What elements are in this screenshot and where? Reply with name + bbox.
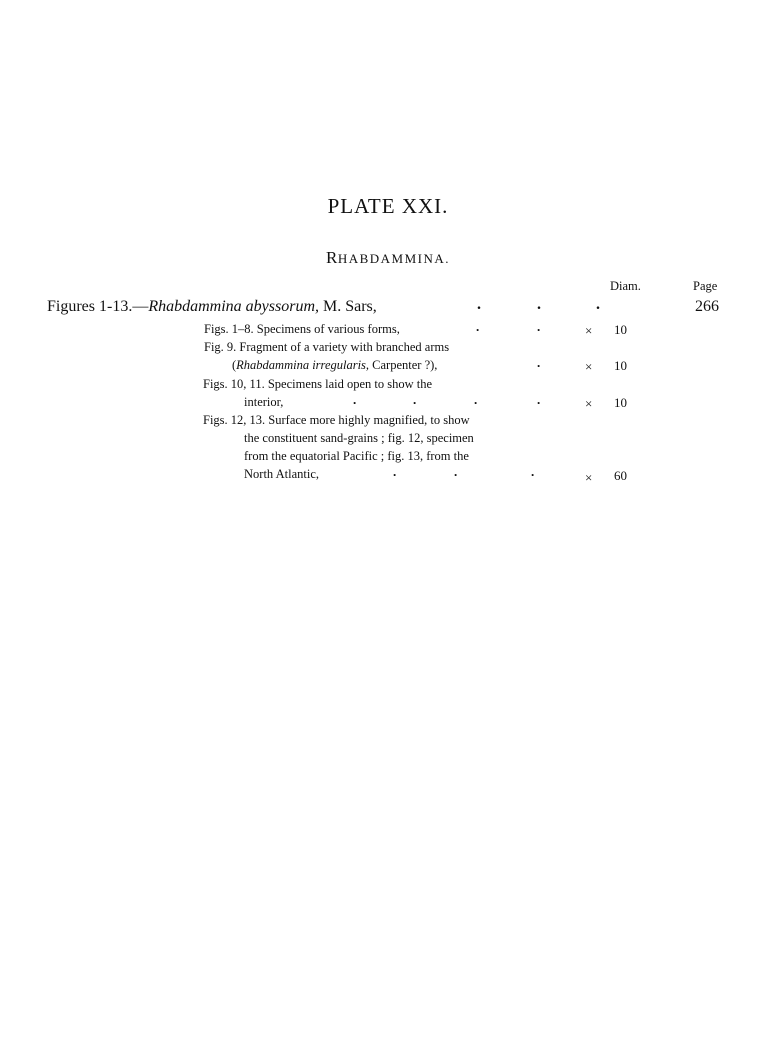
leader-dot: . [353, 392, 357, 407]
main-entry-prefix: Figures 1-13.— [47, 298, 149, 315]
times-sign: × [585, 470, 593, 485]
entry-figs-10-11-line1: Figs. 10, 11. Specimens laid open to show the [203, 377, 433, 391]
leader-dot: . [531, 464, 535, 479]
entry-fig-9-line1: Fig. 9. Fragment of a variety with branched arms [204, 340, 450, 354]
section-title [0, 248, 776, 268]
leader-dot: . [474, 392, 478, 407]
diam-column-header: Diam. [610, 279, 641, 293]
main-entry-author: M. Sars, [319, 298, 377, 315]
entry-figs-1-8-text: Figs. 1–8. Specimens of various forms, [204, 322, 400, 336]
entry-figs-12-13-line3: from the equatorial Pacific ; fig. 13, from the [244, 449, 469, 463]
times-sign: × [585, 396, 593, 411]
entry-figs-10-11-line2: interior, [244, 395, 284, 409]
section-title-initial: R [325, 248, 338, 267]
entry-figs-12-13-line1: Figs. 12, 13. Surface more highly magnified, to show [203, 413, 470, 427]
magnification-value: 10 [614, 395, 627, 410]
leader-dot: . [537, 355, 541, 370]
leader-dot: . [537, 392, 541, 407]
leader-dot: . [537, 319, 541, 334]
times-sign: × [585, 359, 593, 374]
magnification-value: 10 [614, 322, 627, 337]
times-sign: × [585, 323, 593, 338]
main-entry-species: Rhabdammina abyssorum, [148, 298, 319, 315]
magnification-value: 10 [614, 358, 627, 373]
leader-dot: . [537, 296, 541, 313]
leader-dot: . [413, 392, 417, 407]
main-entry-page: 266 [695, 298, 719, 315]
section-title-rest: HABDAMMINA. [337, 251, 451, 266]
entry-figs-12-13-line4: North Atlantic, [244, 467, 319, 481]
main-entry-label [47, 298, 377, 316]
leader-dot: . [454, 464, 458, 479]
entry-figs-12-13-line2: the constituent sand-grains ; fig. 12, specimen [244, 431, 474, 445]
plate-title: PLATE XXI. [327, 194, 449, 218]
leader-dot: . [477, 296, 481, 313]
leader-dot: . [596, 296, 600, 313]
leader-dot: . [393, 464, 397, 479]
leader-dot: . [476, 319, 480, 334]
entry-fig-9-line2: (Rhabdammina irregularis, Carpenter ?), [232, 358, 438, 372]
magnification-value: 60 [614, 468, 627, 483]
entry-fig-9-species: Rhabdammina irregularis, [236, 358, 370, 372]
page-column-header: Page [693, 279, 718, 293]
